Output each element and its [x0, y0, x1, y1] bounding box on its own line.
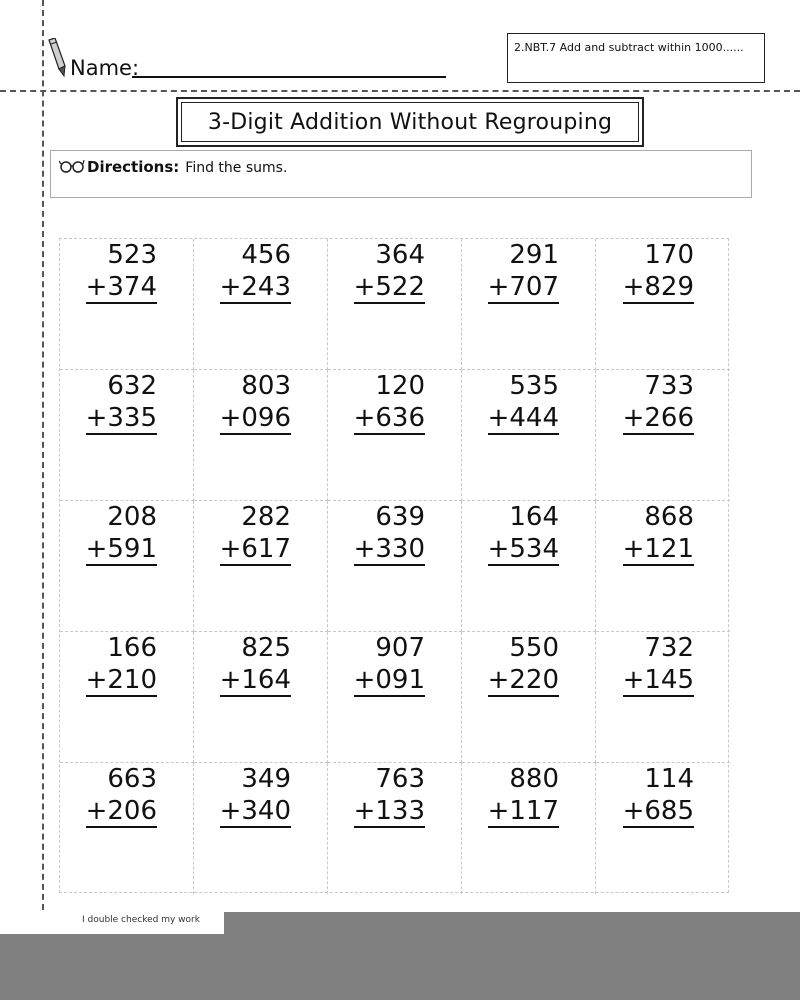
bottom-addend: +091	[353, 665, 425, 695]
addition-problem	[354, 501, 425, 566]
bottom-addend: +096	[219, 403, 291, 433]
bottom-addend: +210	[85, 665, 157, 695]
top-addend: 291	[509, 240, 559, 270]
problem-cell[interactable]	[194, 501, 328, 632]
footer-check-text: I double checked my work	[0, 912, 224, 934]
addition-problem	[86, 501, 157, 566]
addition-problem	[623, 239, 694, 304]
top-addend: 208	[107, 502, 157, 532]
page-title: 3-Digit Addition Without Regrouping	[181, 102, 639, 142]
addition-problem	[86, 239, 157, 304]
addition-problem	[354, 763, 425, 828]
bottom-addend: +636	[353, 403, 425, 433]
bottom-addend: +330	[353, 534, 425, 564]
problem-cell[interactable]	[194, 632, 328, 763]
bottom-addend: +145	[622, 665, 694, 695]
problem-cell[interactable]	[194, 239, 328, 370]
problem-cell[interactable]	[328, 370, 462, 501]
glasses-icon	[59, 159, 85, 173]
addition-problem	[623, 763, 694, 828]
addition-problem	[623, 501, 694, 566]
top-addend: 803	[241, 371, 291, 401]
bottom-addend: +829	[622, 272, 694, 302]
bottom-addend: +591	[85, 534, 157, 564]
problem-cell[interactable]	[462, 370, 596, 501]
problem-cell[interactable]	[596, 370, 730, 501]
margin-dashed-line	[42, 0, 44, 920]
title-box	[176, 97, 644, 147]
bottom-addend: +266	[622, 403, 694, 433]
addition-problem	[623, 632, 694, 697]
problem-cell[interactable]	[60, 632, 194, 763]
top-addend: 825	[241, 633, 291, 663]
problem-cell[interactable]	[462, 632, 596, 763]
top-addend: 663	[107, 764, 157, 794]
top-addend: 282	[241, 502, 291, 532]
directions-text	[87, 158, 287, 176]
problem-cell[interactable]	[60, 763, 194, 894]
addition-problem	[220, 632, 291, 697]
directions-box	[50, 150, 752, 198]
addition-problem	[623, 370, 694, 435]
cut-dashed-line	[0, 90, 800, 92]
top-addend: 523	[107, 240, 157, 270]
problem-cell[interactable]	[462, 763, 596, 894]
problem-cell[interactable]	[60, 501, 194, 632]
top-addend: 166	[107, 633, 157, 663]
addition-problem	[220, 239, 291, 304]
name-input-line[interactable]	[132, 76, 446, 78]
bottom-addend: +374	[85, 272, 157, 302]
directions-label: Directions:	[87, 158, 180, 176]
bottom-addend: +340	[219, 796, 291, 826]
problem-cell[interactable]	[194, 763, 328, 894]
bottom-addend: +335	[85, 403, 157, 433]
problem-grid	[59, 238, 729, 893]
problem-cell[interactable]	[462, 501, 596, 632]
bottom-addend: +206	[85, 796, 157, 826]
top-addend: 880	[509, 764, 559, 794]
standard-text: 2.NBT.7 Add and subtract within 1000......	[514, 41, 744, 54]
bottom-addend: +243	[219, 272, 291, 302]
addition-problem	[220, 370, 291, 435]
name-label: Name:	[70, 56, 140, 80]
bottom-addend: +534	[487, 534, 559, 564]
top-addend: 868	[644, 502, 694, 532]
bottom-addend: +617	[219, 534, 291, 564]
top-addend: 114	[644, 764, 694, 794]
bottom-addend: +707	[487, 272, 559, 302]
top-addend: 632	[107, 371, 157, 401]
addition-problem	[220, 763, 291, 828]
top-addend: 456	[241, 240, 291, 270]
bottom-addend: +685	[622, 796, 694, 826]
addition-problem	[488, 501, 559, 566]
top-addend: 733	[644, 371, 694, 401]
top-addend: 732	[644, 633, 694, 663]
top-addend: 639	[375, 502, 425, 532]
addition-problem	[488, 239, 559, 304]
addition-problem	[86, 763, 157, 828]
top-addend: 763	[375, 764, 425, 794]
addition-problem	[86, 370, 157, 435]
top-addend: 170	[644, 240, 694, 270]
bottom-addend: +164	[219, 665, 291, 695]
standard-box	[507, 33, 765, 83]
bottom-addend: +121	[622, 534, 694, 564]
problem-cell[interactable]	[194, 370, 328, 501]
top-addend: 550	[509, 633, 559, 663]
addition-problem	[86, 632, 157, 697]
directions-body: Find the sums.	[185, 160, 288, 176]
top-addend: 535	[509, 371, 559, 401]
top-addend: 120	[375, 371, 425, 401]
problem-cell[interactable]	[328, 763, 462, 894]
top-addend: 364	[375, 240, 425, 270]
bottom-addend: +117	[487, 796, 559, 826]
problem-cell[interactable]	[596, 632, 730, 763]
problem-cell[interactable]	[328, 501, 462, 632]
addition-problem	[488, 370, 559, 435]
problem-cell[interactable]	[596, 763, 730, 894]
addition-problem	[220, 501, 291, 566]
addition-problem	[488, 632, 559, 697]
problem-cell[interactable]	[328, 239, 462, 370]
problem-cell[interactable]	[60, 370, 194, 501]
bottom-addend: +220	[487, 665, 559, 695]
bottom-addend: +133	[353, 796, 425, 826]
addition-problem	[354, 632, 425, 697]
top-addend: 907	[375, 633, 425, 663]
top-addend: 164	[509, 502, 559, 532]
problem-cell[interactable]	[596, 239, 730, 370]
bottom-addend: +522	[353, 272, 425, 302]
top-addend: 349	[241, 764, 291, 794]
pencil-icon	[46, 38, 68, 78]
addition-problem	[354, 370, 425, 435]
addition-problem	[488, 763, 559, 828]
addition-problem	[354, 239, 425, 304]
problem-cell[interactable]	[462, 239, 596, 370]
problem-cell[interactable]	[60, 239, 194, 370]
bottom-addend: +444	[487, 403, 559, 433]
problem-cell[interactable]	[596, 501, 730, 632]
problem-cell[interactable]	[328, 632, 462, 763]
